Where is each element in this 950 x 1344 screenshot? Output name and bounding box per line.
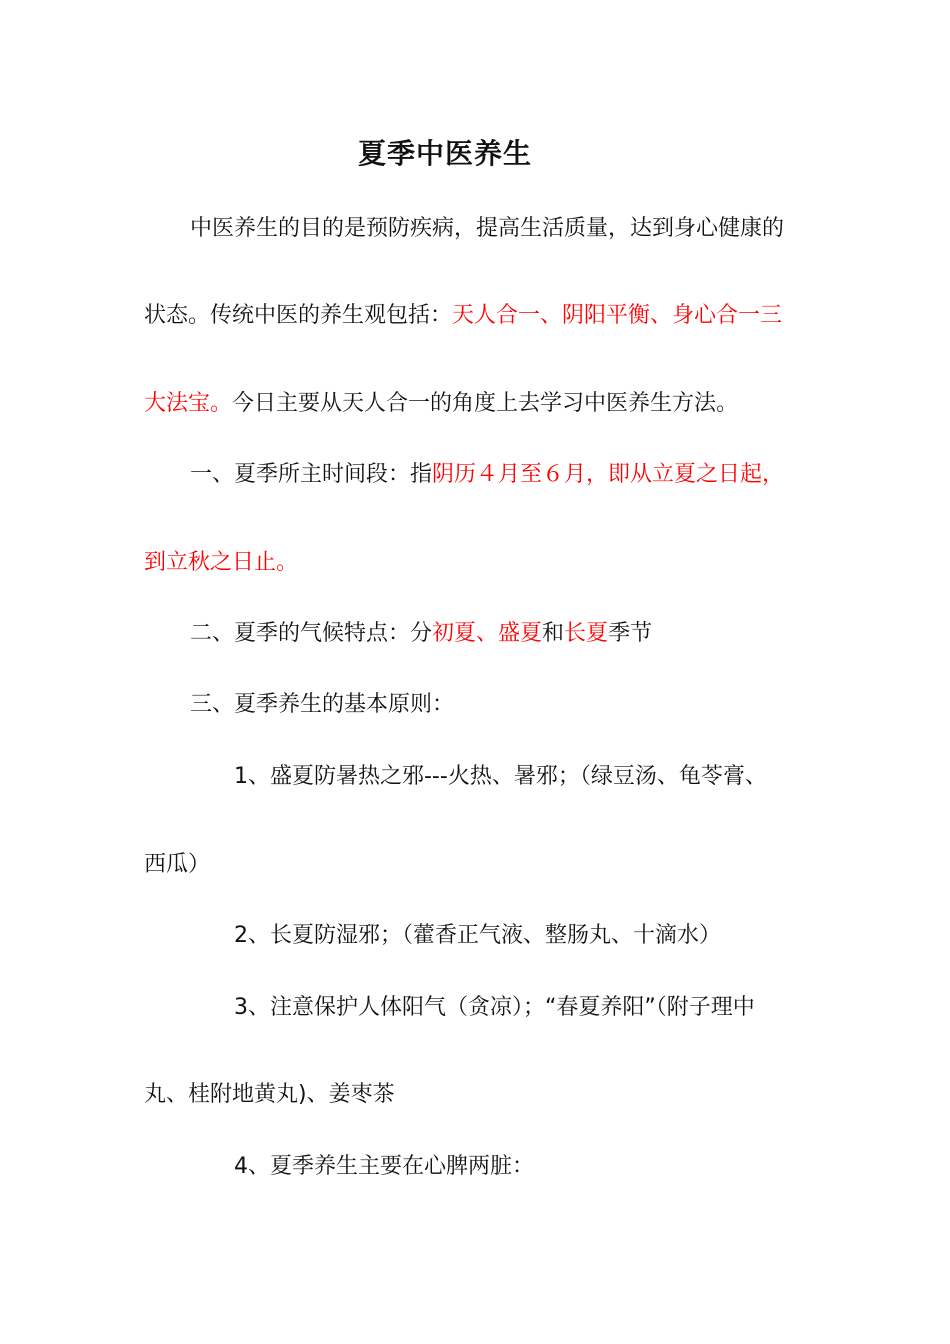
section3-item4 xyxy=(234,1150,534,1184)
section3-heading xyxy=(190,688,454,722)
section3-item1-line-2 xyxy=(144,848,210,882)
item3-text-2: 丸、桂附地黄丸)、姜枣茶 xyxy=(144,1082,395,1107)
section1-line-2 xyxy=(144,546,298,580)
document-title: 夏季中医养生 xyxy=(357,137,532,170)
item4-text: 4、夏季养生主要在心脾两脏： xyxy=(234,1154,534,1179)
section3-item3-line-2 xyxy=(144,1078,395,1112)
section2-label: 二、夏季的气候特点：分 xyxy=(190,621,433,646)
intro-line-2 xyxy=(144,299,782,333)
section3-item1-line-1 xyxy=(234,760,767,794)
section2-line xyxy=(190,617,652,651)
intro-line-3 xyxy=(144,387,738,421)
section1-highlight-period: 阴历４月至６月，即从立夏之日起， xyxy=(432,462,785,487)
intro-text-3b: 今日主要从天人合一的角度上去学习中医养生方法。 xyxy=(232,391,739,416)
item1-text-2: 西瓜） xyxy=(144,852,211,877)
section3-heading-text: 三、夏季养生的基本原则： xyxy=(190,692,455,717)
section2-highlight-early-mid: 初夏、盛夏 xyxy=(432,621,543,646)
section1-label: 一、夏季所主时间段：指 xyxy=(190,462,433,487)
section1-highlight-end: 到立秋之日止。 xyxy=(144,550,299,575)
intro-highlight-treasures: 大法宝。 xyxy=(144,391,233,416)
item2-text: 2、长夏防湿邪；（藿香正气液、整肠丸、十滴水） xyxy=(234,923,721,948)
intro-line-1 xyxy=(190,212,784,246)
section2-conj: 和 xyxy=(542,621,565,646)
intro-text-1: 中医养生的目的是预防疾病，提高生活质量，达到身心健康的 xyxy=(190,216,785,241)
intro-text-2a: 状态。传统中医的养生观包括： xyxy=(144,303,453,328)
section2-highlight-long: 长夏 xyxy=(564,621,609,646)
item3-text-1: 3、注意保护人体阳气（贪凉）；“春夏养阳”（附子理中 xyxy=(234,995,755,1020)
intro-highlight-principles: 天人合一、阴阳平衡、身心合一三 xyxy=(452,303,783,328)
section3-item2 xyxy=(234,919,721,953)
item1-text-1: 1、盛夏防暑热之邪---火热、暑邪；（绿豆汤、龟苓膏、 xyxy=(234,764,767,789)
section3-item3-line-1 xyxy=(234,991,755,1025)
section1-line-1 xyxy=(190,458,784,492)
section2-suffix: 季节 xyxy=(608,621,653,646)
